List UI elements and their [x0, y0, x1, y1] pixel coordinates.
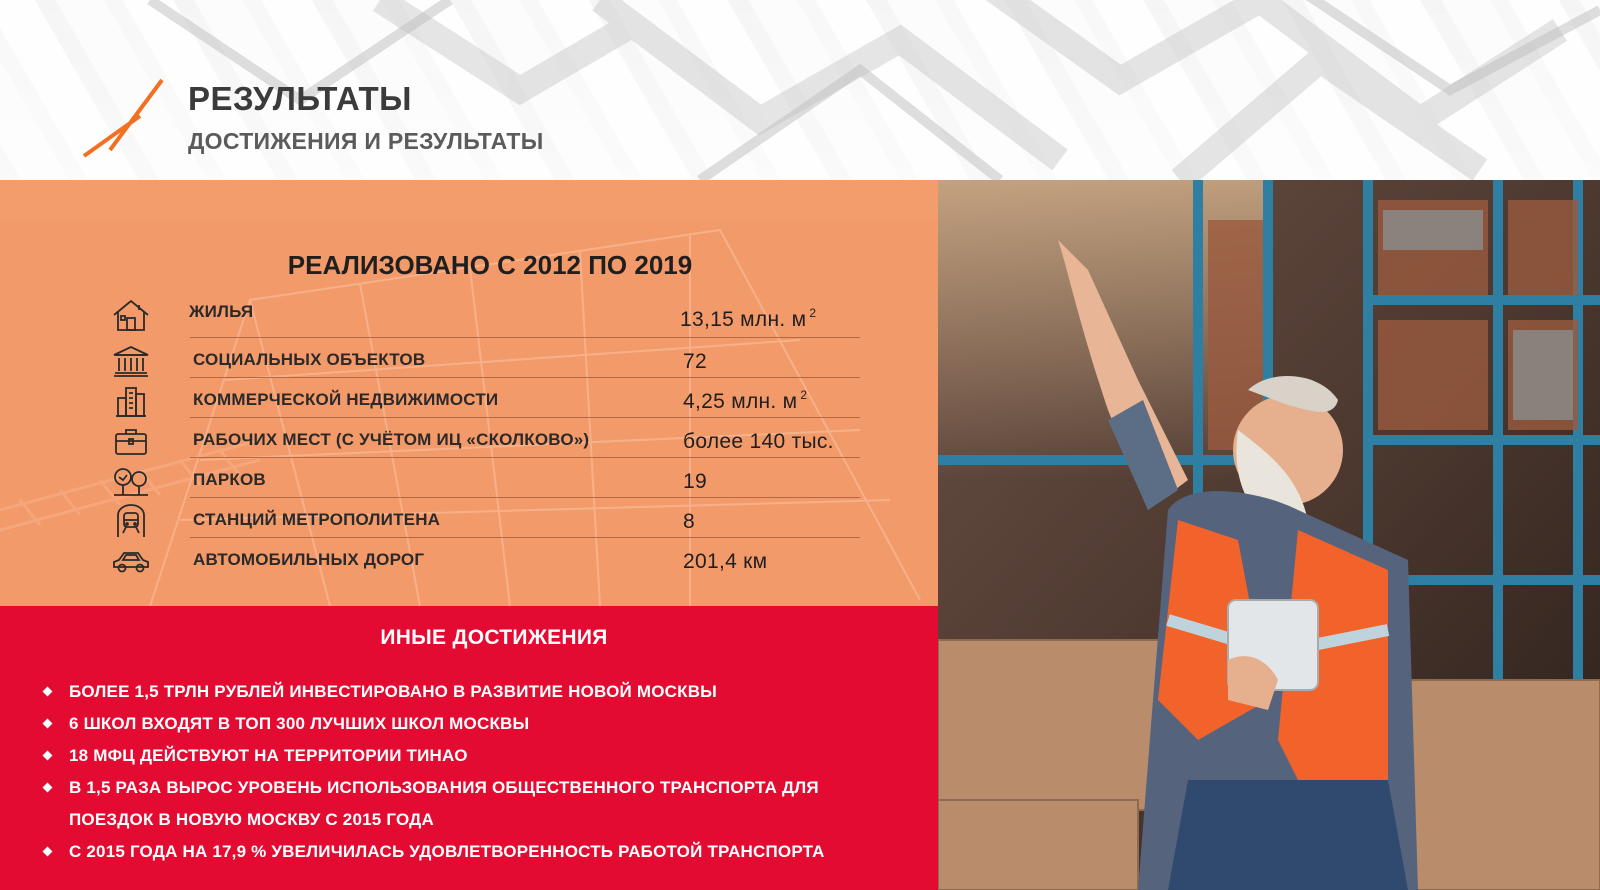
briefcase-icon	[110, 424, 152, 458]
house-icon	[110, 298, 152, 332]
list-item: БОЛЕЕ 1,5 ТРЛН РУБЛЕЙ ИНВЕСТИРОВАНО В РАЗВИТИЕ НОВОЙ МОСКВЫ	[40, 676, 825, 708]
bullet-icon	[43, 751, 53, 761]
car-icon	[110, 544, 152, 578]
trees-icon	[110, 464, 152, 498]
stat-row	[190, 288, 860, 338]
warehouse-scene-illustration	[938, 180, 1600, 890]
bullet-icon	[43, 719, 53, 729]
stat-label: ПАРКОВ	[193, 470, 266, 489]
other-achievements-heading: ИНЫЕ ДОСТИЖЕНИЯ	[380, 626, 608, 649]
list-item: 18 МФЦ ДЕЙСТВУЮТ НА ТЕРРИТОРИИ ТИНАО	[40, 740, 825, 772]
stat-value: более 140 тыс.	[683, 430, 834, 453]
stat-value: 19	[683, 470, 707, 493]
achievements-list	[40, 676, 825, 868]
stat-label: СОЦИАЛЬНЫХ ОБЪЕКТОВ	[193, 350, 426, 369]
list-item: В 1,5 РАЗА ВЫРОС УРОВЕНЬ ИСПОЛЬЗОВАНИЯ ОБЩЕСТВЕННОГО ТРАНСПОРТА ДЛЯ	[40, 772, 825, 804]
stat-row	[190, 338, 860, 378]
stat-value: 201,4 км	[683, 550, 768, 573]
stat-value: 4,25 млн. м $^2$	[683, 388, 808, 413]
implemented-panel	[0, 180, 938, 606]
stat-row	[190, 498, 860, 538]
bullet-icon	[43, 687, 53, 697]
list-item: С 2015 ГОДА НА 17,9 % УВЕЛИЧИЛАСЬ УДОВЛЕТВОРЕННОСТЬ РАБОТОЙ ТРАНСПОРТА	[40, 836, 825, 868]
accent-slash-icon	[80, 76, 170, 160]
stat-label: СТАНЦИЙ МЕТРОПОЛИТЕНА	[193, 510, 441, 529]
page-subtitle: ДОСТИЖЕНИЯ И РЕЗУЛЬТАТЫ	[188, 128, 544, 154]
list-item: 6 ШКОЛ ВХОДЯТ В ТОП 300 ЛУЧШИХ ШКОЛ МОСКВЫ	[40, 708, 825, 740]
implemented-heading: РЕАЛИЗОВАНО С 2012 ПО 2019	[287, 250, 693, 280]
stat-label: РАБОЧИХ МЕСТ (С УЧЁТОМ ИЦ «СКОЛКОВО»)	[193, 430, 590, 449]
other-achievements-panel	[0, 606, 938, 890]
stat-row	[190, 458, 860, 498]
stat-label: АВТОМОБИЛЬНЫХ ДОРОГ	[193, 550, 425, 569]
stat-row	[190, 418, 860, 458]
page-title: РЕЗУЛЬТАТЫ	[188, 80, 412, 117]
list-item-continuation: ПОЕЗДОК В НОВУЮ МОСКВУ С 2015 ГОДА	[69, 810, 434, 829]
bullet-icon	[43, 847, 53, 857]
office-buildings-icon	[110, 384, 152, 418]
stat-row	[190, 378, 860, 418]
slide-header	[0, 0, 1600, 180]
stat-label: КОММЕРЧЕСКОЙ НЕДВИЖИМОСТИ	[193, 390, 499, 409]
stats-table	[110, 288, 860, 578]
stat-value: 8	[683, 510, 695, 533]
stat-value: 72	[683, 350, 707, 373]
stat-row	[190, 538, 860, 578]
stat-label: ЖИЛЬЯ	[189, 302, 254, 321]
bank-building-icon	[110, 344, 152, 378]
stat-value: 13,15 млн. м $^2$	[680, 306, 817, 331]
bullet-icon	[43, 783, 53, 793]
warehouse-worker-photo	[938, 180, 1600, 890]
metro-train-icon	[110, 504, 152, 538]
